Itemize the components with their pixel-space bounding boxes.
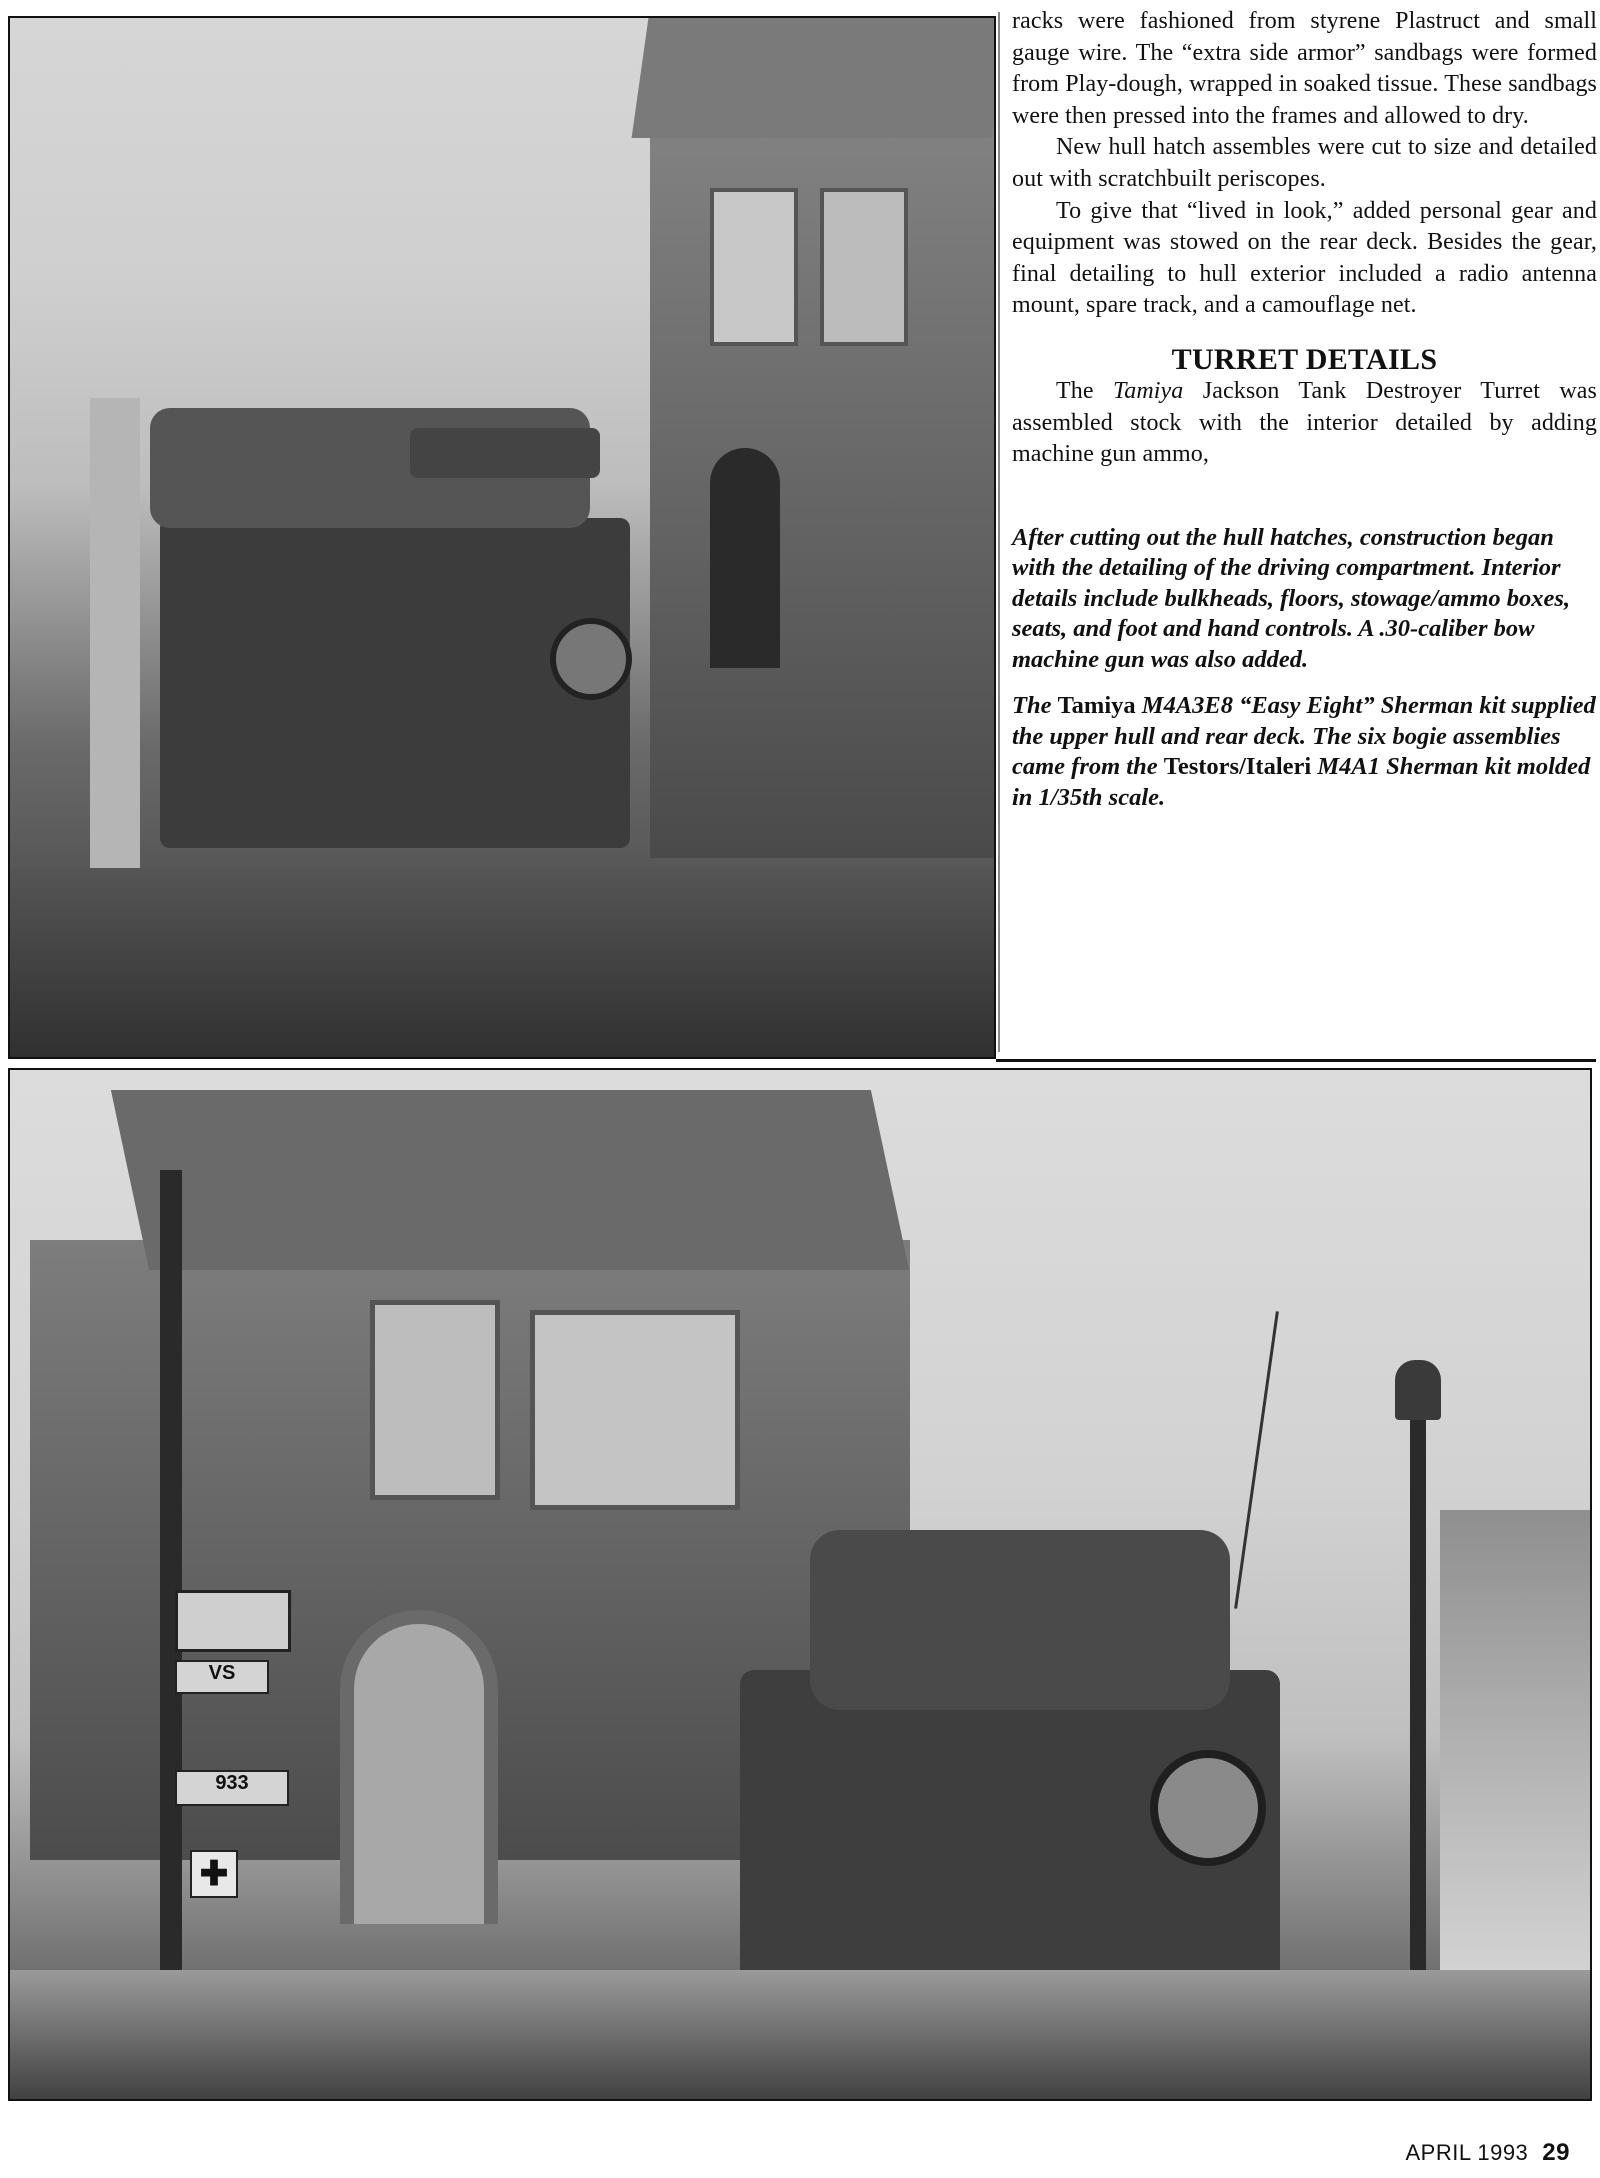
- text-span: M4A1 Sherman kit molded in 1/35th scale.: [1012, 753, 1591, 811]
- page-footer: [1405, 2139, 1570, 2167]
- photo-sherman-diorama: [8, 1068, 1592, 2101]
- photo-window: [370, 1300, 500, 1500]
- photo-street: [10, 1970, 1592, 2101]
- photo-street-lamp: [1410, 1370, 1426, 2070]
- turret-paragraph: [1012, 376, 1597, 471]
- photo-wheel: [1150, 1750, 1266, 1866]
- brand-name: Tamiya: [1113, 377, 1184, 404]
- photo-signpost: [175, 1590, 291, 1652]
- photo-street: [10, 868, 996, 1059]
- section-heading: TURRET DETAILS: [1171, 342, 1438, 376]
- photo-archway: [710, 448, 780, 668]
- body-paragraph: New hull hatch assembles were cut to size and detailed out with scratchbuilt periscopes.: [1012, 134, 1597, 192]
- photo-tank-gun: [410, 428, 600, 478]
- photo-window: [530, 1310, 740, 1510]
- brand-name: Tamiya: [1057, 692, 1136, 720]
- photo-sign-933: 933: [175, 1770, 289, 1806]
- photo-caption-bottom: [1012, 691, 1597, 813]
- text-span: The: [1056, 377, 1113, 404]
- column-divider: [998, 12, 1000, 1052]
- issue-date: APRIL 1993: [1405, 2140, 1529, 2165]
- photo-right-building: [1440, 1510, 1592, 2010]
- brand-name: Testors/Italeri: [1163, 753, 1312, 781]
- photo-window: [820, 188, 908, 346]
- photo-building: [650, 18, 996, 858]
- photo-tank-destroyer-diorama: [8, 16, 996, 1059]
- article-column: [1012, 6, 1597, 813]
- red-cross-sign-icon: ✚: [190, 1850, 238, 1898]
- photo-antenna: [1234, 1311, 1279, 1608]
- photo-roof: [111, 1090, 909, 1270]
- photo-wheel: [550, 618, 632, 700]
- page-number: 29: [1542, 2139, 1570, 2166]
- photo-sign-vs: VS: [175, 1660, 269, 1694]
- photo-caption-top: After cutting out the hull hatches, construction began with the detailing of the driving compartment. Interior details include bulkheads, floors, stowage/ammo boxes, seats, and foot and hand controls. A .30-caliber bow machine gun was also added.: [1012, 523, 1571, 673]
- photo-tank-turret: [810, 1530, 1230, 1710]
- photo-roof: [632, 18, 996, 138]
- body-paragraph: racks were fashioned from styrene Plastruct and small gauge wire. The “extra side armor” sandbags were formed from Play-dough, wrapped in soaked tissue. These sandbags were then pressed into the frames and allowed to dry.: [1012, 8, 1597, 129]
- photo-lamp-head: [1395, 1360, 1441, 1420]
- photo-window: [710, 188, 798, 346]
- text-span: M4A3E8 “Easy Eight” Sherman kit supplied the upper hull and rear deck. The six bogie assemblies came from the: [1012, 692, 1596, 781]
- horizontal-rule: [996, 1059, 1596, 1062]
- text-span: The: [1012, 692, 1058, 720]
- photo-archway: [340, 1610, 498, 1924]
- text-span: Jackson Tank Destroyer Turret was assembled stock with the interior detailed by adding machine gun ammo,: [1012, 377, 1598, 468]
- body-paragraph: To give that “lived in look,” added personal gear and equipment was stowed on the rear deck. Besides the gear, final detailing to hull exterior included a radio antenna mount, spare track, and a camouflage net.: [1012, 197, 1597, 319]
